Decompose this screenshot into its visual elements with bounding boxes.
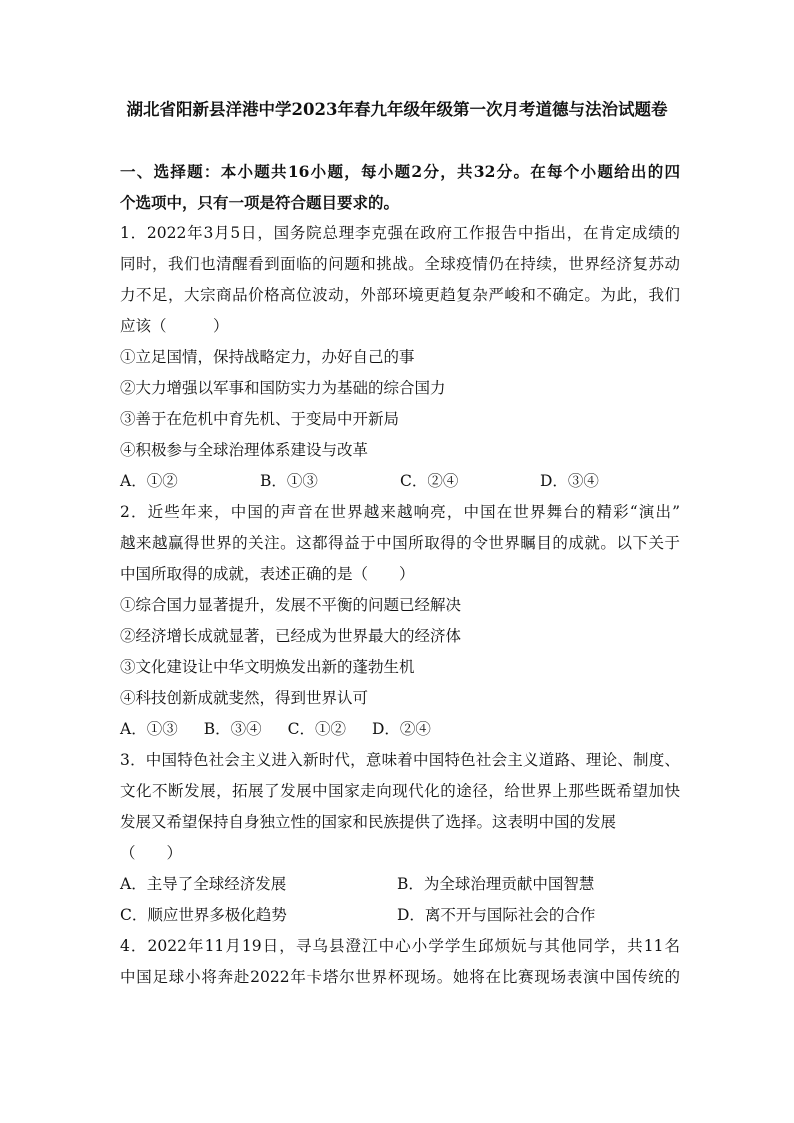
q2-stem-line: 越来越赢得世界的关注。这都得益于中国所取得的令世界瞩目的成就。以下关于 bbox=[120, 534, 680, 552]
q1-stem-line: 应该（ ） bbox=[120, 317, 229, 335]
q2-item: ②经济增长成就显著，已经成为世界最大的经济体 bbox=[120, 627, 462, 645]
q2-option-c: C．①② bbox=[287, 720, 346, 738]
q2-stem-line: 2．近些年来，中国的声音在世界越来越响亮，中国在世界舞台的精彩“演出” bbox=[120, 503, 680, 521]
q1-item: ②大力增强以军事和国防实力为基础的综合国力 bbox=[120, 379, 446, 397]
question-4 bbox=[120, 931, 680, 993]
q4-stem-line: 4．2022年11月19日，寻乌县澄江中心小学学生邱烦妧与其他同学，共11名 bbox=[120, 937, 680, 955]
q1-stem-line: 1．2022年3月5日，国务院总理李克强在政府工作报告中指出，在肯定成绩的 bbox=[120, 224, 680, 242]
question-2 bbox=[120, 497, 680, 745]
q2-options bbox=[120, 714, 680, 745]
q3-stem-line: （ ） bbox=[120, 844, 183, 862]
q1-option-d: D．③④ bbox=[540, 472, 599, 490]
q3-options-row-1 bbox=[120, 869, 680, 900]
q2-item: ③文化建设让中华文明焕发出新的蓬勃生机 bbox=[120, 658, 415, 676]
q1-option-c: C．②④ bbox=[400, 472, 459, 490]
q4-stem-line: 中国足球小将奔赴2022年卡塔尔世界杯现场。她将在比赛现场表演中国传统的 bbox=[120, 968, 680, 986]
q2-option-a: A．①③ bbox=[120, 720, 178, 738]
q1-item: ③善于在危机中育先机、于变局中开新局 bbox=[120, 410, 400, 428]
q1-option-b: B．①③ bbox=[260, 472, 318, 490]
q2-option-b: B．③④ bbox=[203, 720, 262, 738]
q2-item: ④科技创新成就斐然，得到世界认可 bbox=[120, 689, 369, 707]
q1-item: ①立足国情，保持战略定力，办好自己的事 bbox=[120, 348, 415, 366]
page-title: 湖北省阳新县洋港中学2023年春九年级年级第一次月考道德与法治试题卷 bbox=[126, 100, 668, 119]
question-1 bbox=[120, 218, 680, 497]
q1-options bbox=[120, 466, 680, 497]
q1-option-a: A．①② bbox=[120, 472, 178, 490]
q2-option-d: D．②④ bbox=[371, 720, 431, 738]
section-heading-line-1: 一、选择题：本小题共16小题，每小题2分，共32分。在每个小题给出的四 bbox=[120, 162, 680, 181]
q3-option-b: B．为全球治理贡献中国智慧 bbox=[397, 875, 595, 893]
q3-options-row-2 bbox=[120, 900, 680, 931]
q3-option-a: A．主导了全球经济发展 bbox=[120, 875, 287, 893]
q1-item: ④积极参与全球治理体系建设与改革 bbox=[120, 441, 369, 459]
q2-stem-line: 中国所取得的成就，表述正确的是（ ） bbox=[120, 565, 415, 583]
section-heading-line-2: 个选项中，只有一项是符合题目要求的。 bbox=[120, 193, 400, 212]
q3-option-d: D．离不开与国际社会的合作 bbox=[397, 906, 596, 924]
q3-stem-line: 文化不断发展，拓展了发展中国家走向现代化的途径，给世界上那些既希望加快 bbox=[120, 782, 680, 800]
q1-stem-line: 同时，我们也清醒看到面临的问题和挑战。全球疫情仍在持续，世界经济复苏动 bbox=[120, 255, 680, 273]
question-3 bbox=[120, 745, 680, 931]
q3-stem-line: 3．中国特色社会主义进入新时代，意味着中国特色社会主义道路、理论、制度、 bbox=[120, 751, 680, 769]
exam-content bbox=[120, 156, 680, 993]
q3-stem-line: 发展又希望保持自身独立性的国家和民族提供了选择。这表明中国的发展 bbox=[120, 813, 617, 831]
q3-option-c: C．顺应世界多极化趋势 bbox=[120, 906, 287, 924]
q1-stem-line: 力不足，大宗商品价格高位波动，外部环境更趋复杂严峻和不确定。为此，我们 bbox=[120, 286, 680, 304]
q2-item: ①综合国力显著提升，发展不平衡的问题已经解决 bbox=[120, 596, 462, 614]
